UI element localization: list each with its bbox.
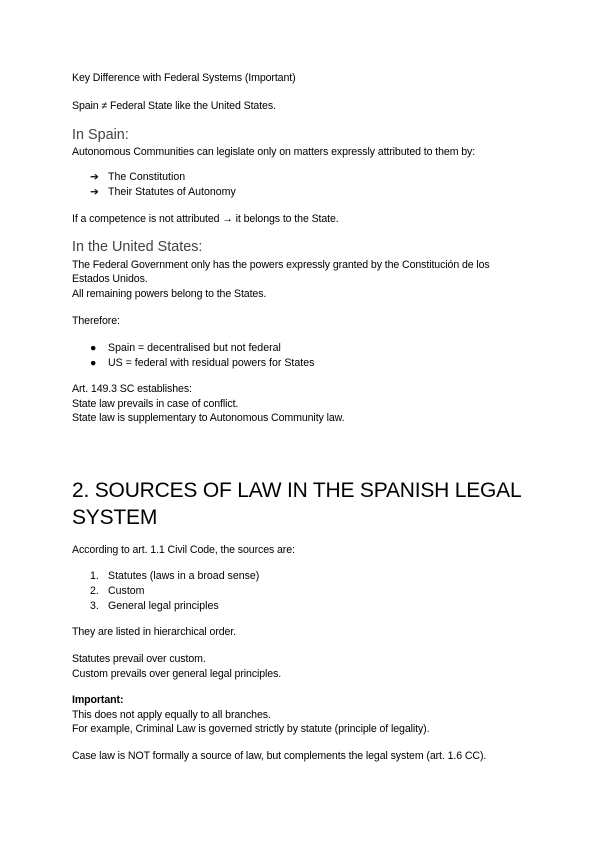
spain-text: Autonomous Communities can legislate only on matters expressly attributed to them by: bbox=[72, 146, 476, 158]
list-item: ● US = federal with residual powers for States bbox=[90, 357, 315, 369]
art-text-line: Art. 149.3 SC establishes: bbox=[72, 383, 192, 395]
us-heading: In the United States: bbox=[72, 239, 203, 255]
bullet-icon: ● bbox=[90, 357, 97, 369]
art-text-line: State law is supplementary to Autonomous Community law. bbox=[72, 412, 345, 424]
art-text-line: State law prevails in case of conflict. bbox=[72, 398, 239, 410]
sources-intro: According to art. 1.1 Civil Code, the sources are: bbox=[72, 544, 295, 556]
spain-rule: If a competence is not attributed → it belongs to the State. bbox=[72, 213, 339, 225]
us-text-line: All remaining powers belong to the States. bbox=[72, 288, 267, 300]
important-text-line: For example, Criminal Law is governed strictly by statute (principle of legality). bbox=[72, 723, 430, 735]
us-text-line: Estados Unidos. bbox=[72, 273, 148, 285]
list-item: ➔ Their Statutes of Autonomy bbox=[90, 186, 236, 198]
list-item: ➔ The Constitution bbox=[90, 171, 186, 183]
bullet-icon: ● bbox=[90, 342, 97, 354]
hierarchy-text: They are listed in hierarchical order. bbox=[72, 626, 237, 638]
list-item: ● Spain = decentralised but not federal bbox=[90, 342, 281, 354]
list-item: 3. General legal principles bbox=[90, 600, 219, 612]
important-text-line: This does not apply equally to all branches. bbox=[72, 709, 271, 721]
list-item: 2. Custom bbox=[90, 585, 145, 597]
list-item: 1. Statutes (laws in a broad sense) bbox=[90, 570, 260, 582]
section-title: Key Difference with Federal Systems (Important) bbox=[72, 72, 296, 84]
us-text-line: The Federal Government only has the powers expressly granted by the Constitución de los bbox=[72, 259, 490, 271]
section-2-heading: 2. SOURCES OF LAW IN THE SPANISH LEGAL bbox=[72, 479, 522, 502]
intro-text: Spain ≠ Federal State like the United States. bbox=[72, 100, 276, 112]
section-2-heading: SYSTEM bbox=[72, 506, 158, 529]
case-law-text: Case law is NOT formally a source of law, but complements the legal system (art. 1.6 CC). bbox=[72, 750, 487, 762]
prevail-text-line: Statutes prevail over custom. bbox=[72, 653, 206, 665]
arrow-icon: ➔ bbox=[90, 171, 99, 183]
spain-heading: In Spain: bbox=[72, 127, 129, 143]
therefore-text: Therefore: bbox=[72, 315, 120, 327]
arrow-icon: ➔ bbox=[90, 186, 99, 198]
important-label: Important: bbox=[72, 694, 124, 706]
prevail-text-line: Custom prevails over general legal principles. bbox=[72, 668, 282, 680]
